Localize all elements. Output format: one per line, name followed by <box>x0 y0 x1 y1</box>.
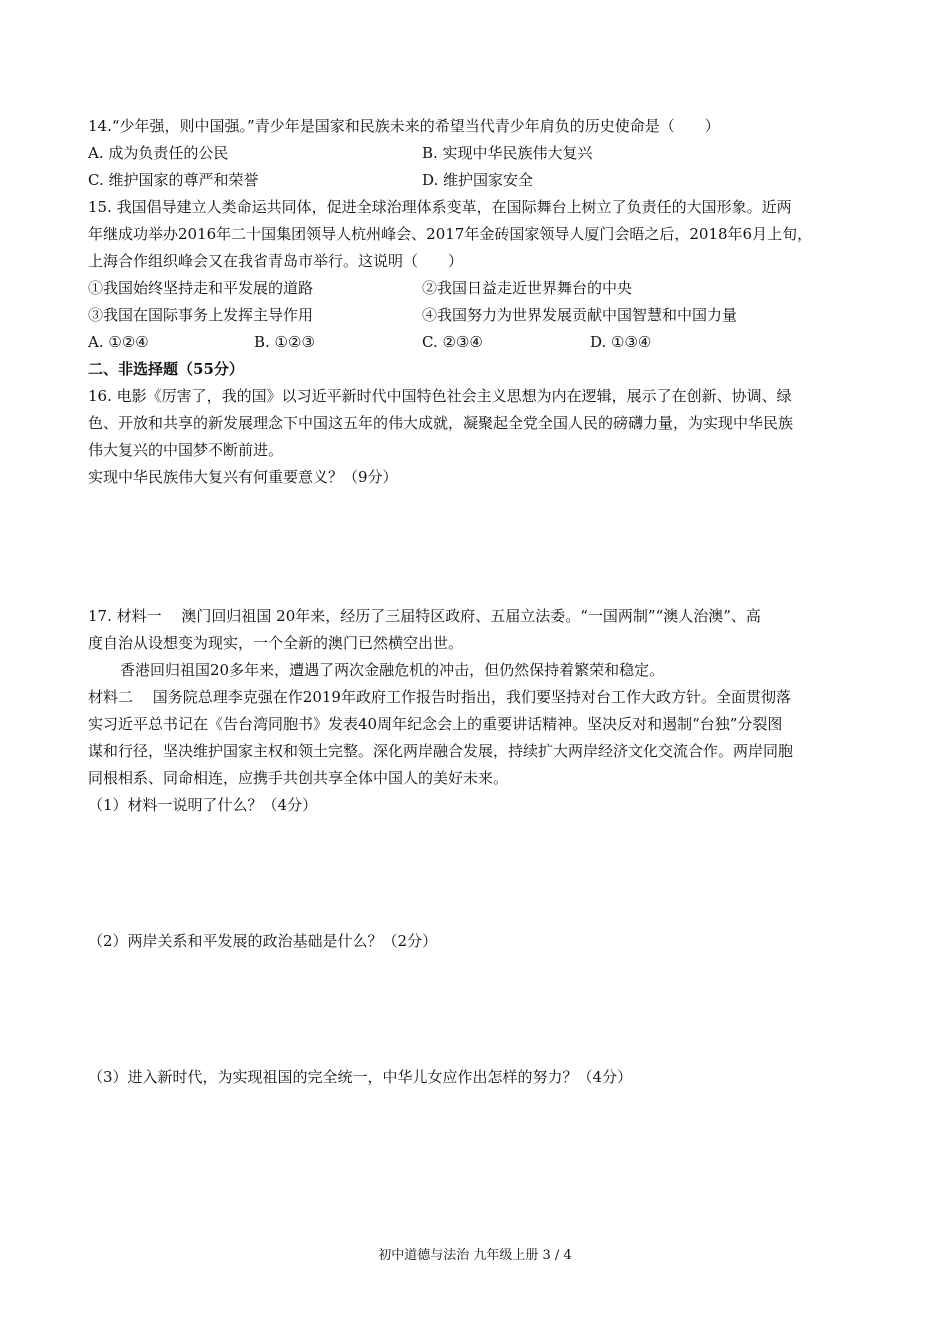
q15-stem-line-2: 年继成功举办2016年二十国集团领导人杭州峰会、2017年金砖国家领导人厦门会晤之后，2018年6月上旬， <box>88 225 813 243</box>
q17-material2-line-2: 实习近平总书记在《告台湾同胞书》发表40周年纪念会上的重要讲话精神。坚决反对和遏制“台独”分裂图 <box>88 715 783 733</box>
q14-stem: 14.“少年强，则中国强。”青少年是国家和民族未来的希望当代青少年肩负的历史使命是（ ） <box>88 117 720 135</box>
q17-material1-line-2: 度自治从设想变为现实，一个全新的澳门已然横空出世。 <box>88 634 464 652</box>
q14-option-b: B. 实现中华民族伟大复兴 <box>422 144 593 162</box>
page-footer: 初中道德与法治 九年级上册 3 / 4 <box>378 1248 572 1263</box>
q14-options-row-1 <box>88 142 870 164</box>
q17-material2-line-1: 材料二 国务院总理李克强在作2019年政府工作报告时指出，我们要坚持对台工作大政方针。全面贯彻落 <box>88 688 791 706</box>
q15-option-b: B. ①②③ <box>254 333 315 351</box>
q17-sub-question-2: （2）两岸关系和平发展的政治基础是什么？（2分） <box>88 932 438 950</box>
q14-options-row-2 <box>88 169 870 191</box>
q17-material2-line-3: 谋和行径，坚决维护国家主权和领土完整。深化两岸融合发展，持续扩大两岸经济文化交流合作。两岸同胞 <box>88 742 794 760</box>
q17-material1-line-1: 17. 材料一 澳门回归祖国 20年来，经历了三届特区政府、五届立法委。“一国两制”“澳人治澳”、高 <box>88 607 761 625</box>
q16-line-1: 16. 电影《厉害了，我的国》以习近平新时代中国特色社会主义思想为内在逻辑，展示了在创新、协调、绿 <box>88 387 792 405</box>
q14-option-a: A. 成为负责任的公民 <box>88 144 229 162</box>
q15-stem-line-3: 上海合作组织峰会又在我省青岛市举行。这说明（ ） <box>88 252 464 270</box>
q15-statement-1: ①我国始终坚持走和平发展的道路 <box>88 279 314 297</box>
q17-sub-question-1: （1）材料一说明了什么？（4分） <box>88 796 318 814</box>
q17-material1-hongkong: 香港回归祖国20多年来，遭遇了两次金融危机的冲击，但仍然保持着繁荣和稳定。 <box>120 661 665 679</box>
q15-statements-row-1 <box>88 277 870 299</box>
q14-option-c: C. 维护国家的尊严和荣誉 <box>88 171 259 189</box>
q17-sub-question-3: （3）进入新时代，为实现祖国的完全统一，中华儿女应作出怎样的努力？（4分） <box>88 1068 633 1086</box>
q15-statement-3: ③我国在国际事务上发挥主导作用 <box>88 306 314 324</box>
q16-line-2: 色、开放和共享的新发展理念下中国这五年的伟大成就，凝聚起全党全国人民的磅礴力量，为实现中华民族 <box>88 414 794 432</box>
q15-option-d: D. ①③④ <box>590 333 652 351</box>
q16-line-3: 伟大复兴的中国梦不断前进。 <box>88 441 284 459</box>
q15-option-a: A. ①②④ <box>88 333 149 351</box>
q15-options-row <box>88 331 870 353</box>
q15-statement-2: ②我国日益走近世界舞台的中央 <box>422 279 633 297</box>
q16-question: 实现中华民族伟大复兴有何重要意义？（9分） <box>88 468 398 486</box>
q17-material2-line-4: 同根相系、同命相连，应携手共创共享全体中国人的美好未来。 <box>88 769 509 787</box>
section-heading: 二、非选择题（55分） <box>88 360 244 378</box>
q15-stem-line-1: 15. 我国倡导建立人类命运共同体，促进全球治理体系变革，在国际舞台上树立了负责任的大国形象。近两 <box>88 198 792 216</box>
q15-statement-4: ④我国努力为世界发展贡献中国智慧和中国力量 <box>422 306 738 324</box>
q15-statements-row-2 <box>88 304 870 326</box>
q15-option-c: C. ②③④ <box>422 333 483 351</box>
q14-option-d: D. 维护国家安全 <box>422 171 534 189</box>
